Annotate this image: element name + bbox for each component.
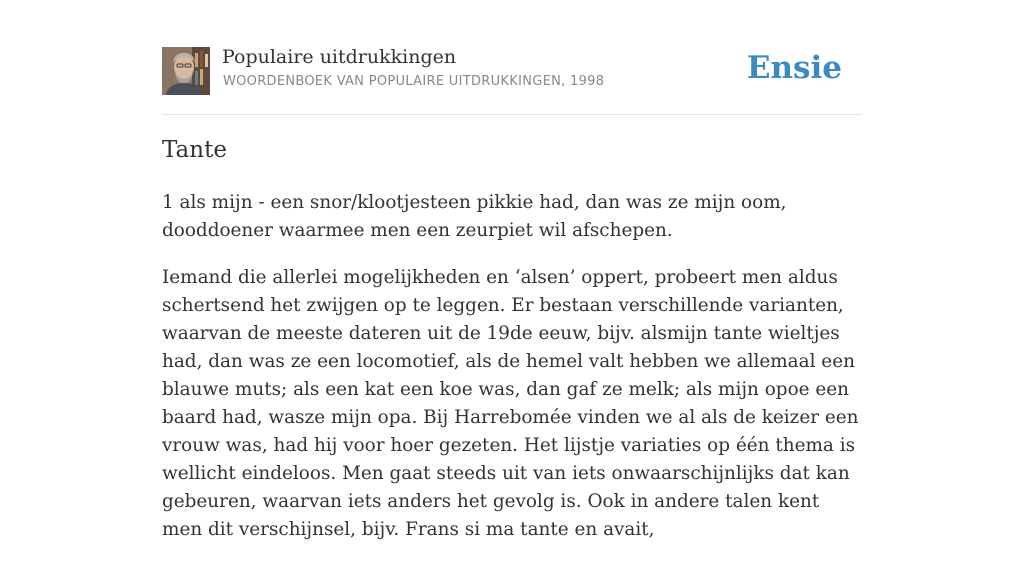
entry-paragraph: 1 als mijn - een snor/klootjesteen pikkie had, dan was ze mijn oom, dooddoener waarmee men een zeurpiet wil afschepen.	[162, 192, 787, 241]
source-header	[162, 46, 862, 115]
source-title[interactable]: Populaire uitdrukkingen	[222, 46, 457, 68]
author-portrait-icon	[162, 47, 210, 95]
source-subtitle[interactable]: WOORDENBOEK VAN POPULAIRE UITDRUKKINGEN, 1998	[223, 74, 605, 89]
ensie-logo[interactable]: Ensie	[746, 50, 842, 86]
entry-body	[162, 189, 862, 563]
entry-headword: Tante	[162, 137, 227, 163]
entry-paragraph: Iemand die allerlei mogelijkheden en ‘alsen’ oppert, probeert men aldus schertsend het zwijgen op te leggen. Er bestaan verschillende varianten, waarvan de meeste dateren uit de 19de eeuw, bijv. alsmijn tante wieltjes had, dan was ze een locomotief, als de hemel valt hebben we allemaal een blauwe muts; als een kat een koe was, dan gaf ze melk; als mijn opoe een baard had, wasze mijn opa. Bij Harrebomée vinden we al als de keizer een vrouw was, had hij voor hoer gezeten. Het lijstje variaties op één thema is wellicht eindeloos. Men gaat steeds uit van iets onwaarschijnlijks dat kan gebeuren, waarvan iets anders het gevolg is. Ook in andere talen kent men dit verschijnsel, bijv. Frans si ma tante en avait,	[162, 267, 859, 540]
author-avatar[interactable]	[162, 47, 210, 95]
